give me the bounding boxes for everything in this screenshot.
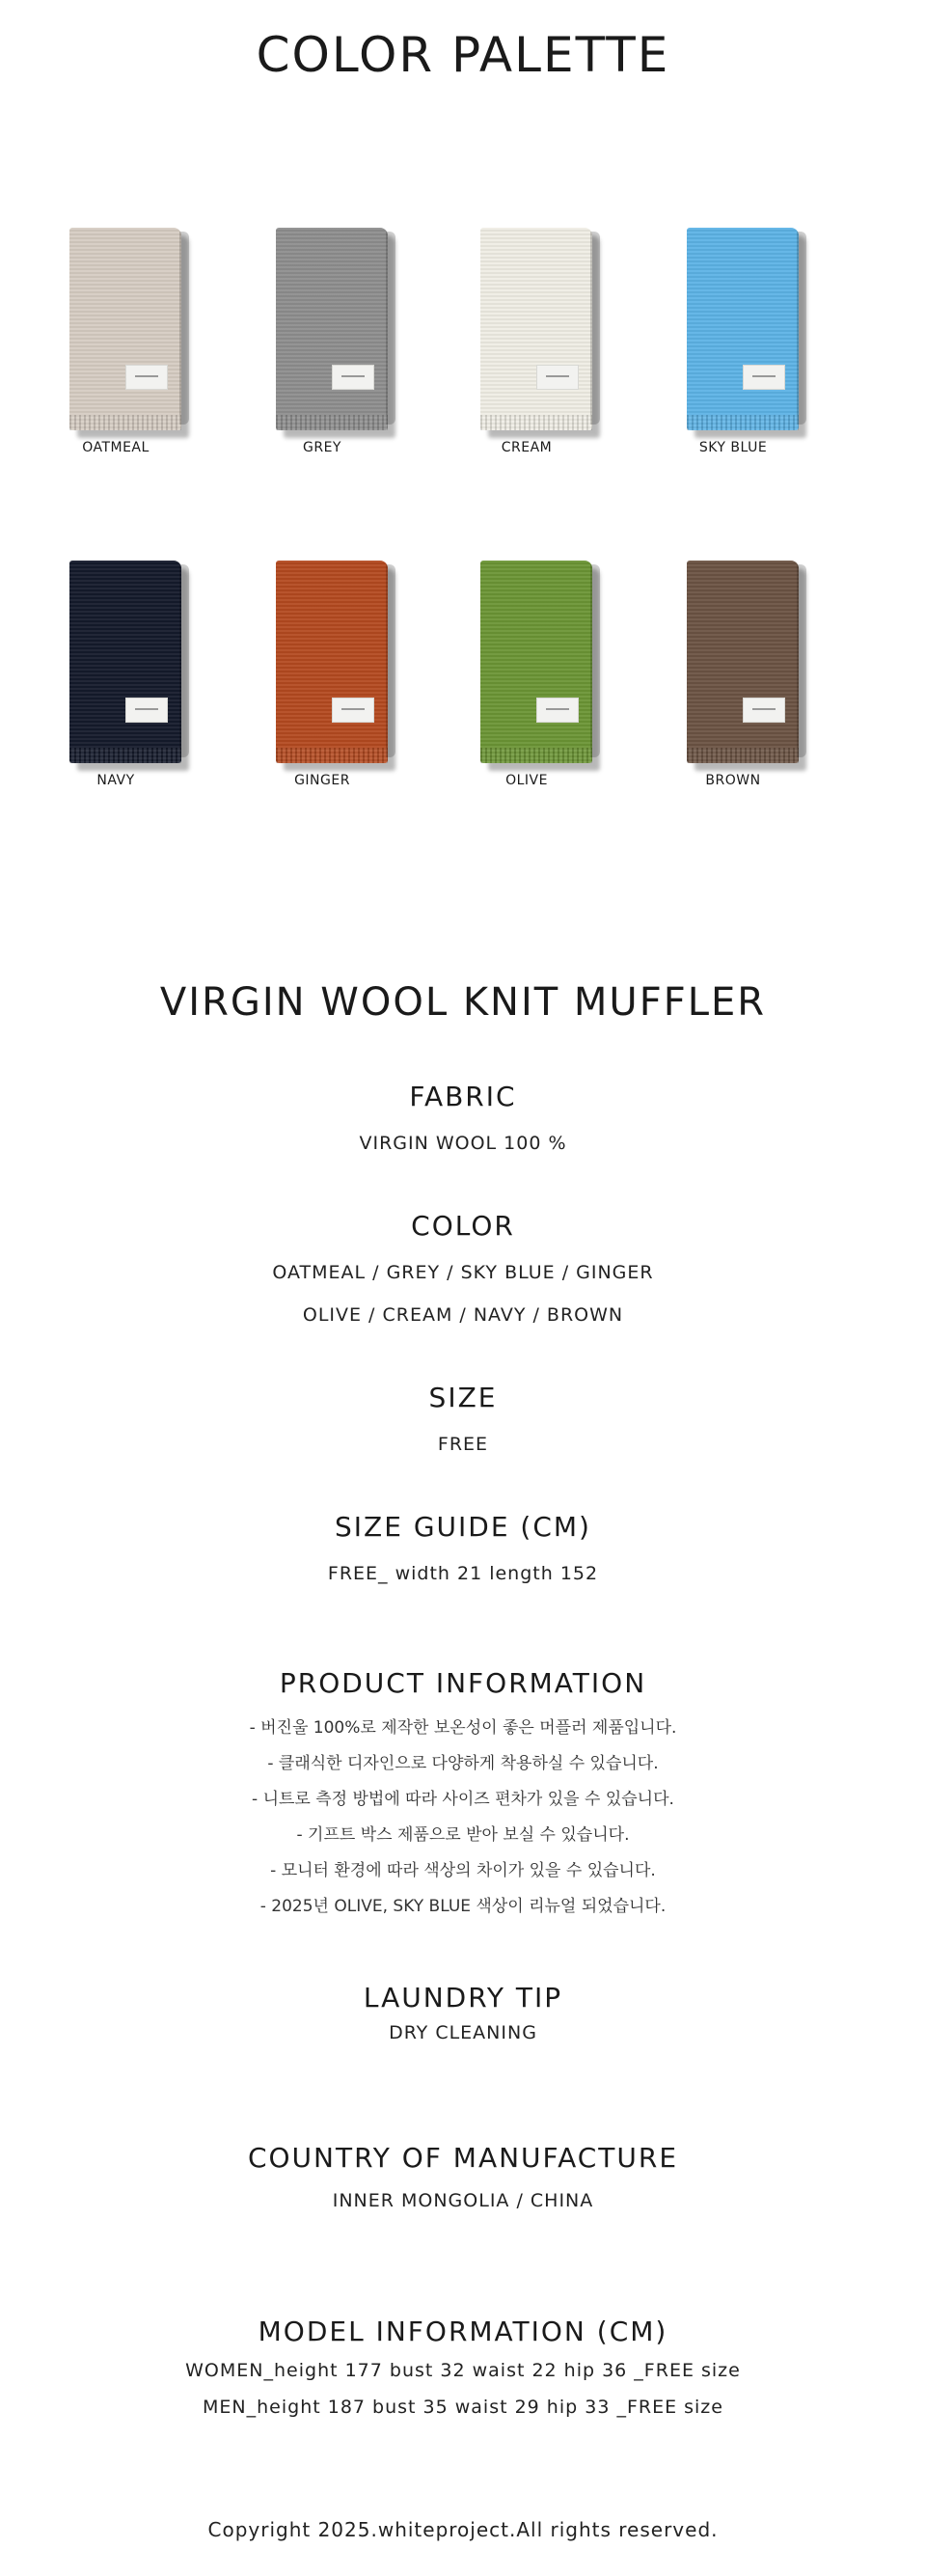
laundry-heading: LAUNDRY TIP	[363, 1982, 563, 2014]
scarf-image	[69, 561, 181, 763]
color-line-1: OATMEAL / GREY / SKY BLUE / GINGER	[272, 1262, 654, 1283]
product-info-line: - 기프트 박스 제품으로 받아 보실 수 있습니다.	[296, 1825, 630, 1845]
brand-tag	[125, 698, 168, 723]
swatch-grey	[235, 222, 409, 492]
swatch-ginger	[235, 555, 409, 825]
product-information-heading: PRODUCT INFORMATION	[279, 1667, 647, 1699]
scarf-image	[276, 228, 388, 430]
laundry-value: DRY CLEANING	[389, 2022, 537, 2043]
swatch-label: GREY	[303, 440, 341, 455]
scarf-image	[687, 228, 799, 430]
size-value: FREE	[437, 1434, 489, 1455]
model-men: MEN_height 187 bust 35 waist 29 hip 33 _FREE size	[203, 2397, 723, 2418]
manufacture-value: INNER MONGOLIA / CHINA	[332, 2190, 594, 2211]
swatch-label: CREAM	[501, 440, 553, 455]
swatch-label: GINGER	[294, 773, 350, 788]
scarf-image	[276, 561, 388, 763]
product-info-line: - 2025년 OLIVE, SKY BLUE 색상이 리뉴얼 되었습니다.	[259, 1897, 667, 1916]
brand-tag	[536, 698, 579, 723]
swatch-label: OLIVE	[505, 773, 548, 788]
product-info-line: - 니트로 측정 방법에 따라 사이즈 편차가 있을 수 있습니다.	[252, 1790, 674, 1809]
scarf-image	[69, 228, 181, 430]
brand-tag	[743, 365, 785, 390]
fabric-value: VIRGIN WOOL 100 %	[359, 1133, 567, 1154]
model-women: WOMEN_height 177 bust 32 waist 22 hip 36 _FREE size	[185, 2360, 741, 2381]
copyright: Copyright 2025.whiteproject.All rights reserved.	[207, 2518, 719, 2541]
scarf-image	[480, 228, 592, 430]
swatch-sky-blue	[646, 222, 820, 492]
scarf-image	[687, 561, 799, 763]
fabric-heading: FABRIC	[409, 1081, 517, 1112]
product-title: VIRGIN WOOL KNIT MUFFLER	[159, 980, 767, 1025]
swatch-brown	[646, 555, 820, 825]
color-heading: COLOR	[411, 1210, 515, 1242]
product-info-line: - 모니터 환경에 따라 색상의 차이가 있을 수 있습니다.	[270, 1861, 656, 1880]
brand-tag	[536, 365, 579, 390]
color-palette	[0, 0, 926, 868]
product-info-line: - 버진울 100%로 제작한 보온성이 좋은 머플러 제품입니다.	[249, 1718, 677, 1738]
manufacture-heading: COUNTRY OF MANUFACTURE	[247, 2142, 679, 2174]
scarf-image	[480, 561, 592, 763]
swatch-label: BROWN	[705, 773, 761, 788]
page-title: COLOR PALETTE	[256, 27, 670, 83]
size-heading: SIZE	[428, 1382, 498, 1413]
swatch-olive	[440, 555, 613, 825]
swatch-label: NAVY	[96, 773, 135, 788]
brand-tag	[125, 365, 168, 390]
swatch-cream	[440, 222, 613, 492]
swatch-label: SKY BLUE	[698, 440, 768, 455]
swatch-navy	[29, 555, 203, 825]
model-heading: MODEL INFORMATION (CM)	[258, 2316, 668, 2347]
brand-tag	[743, 698, 785, 723]
brand-tag	[332, 365, 374, 390]
swatch-oatmeal	[29, 222, 203, 492]
brand-tag	[332, 698, 374, 723]
product-info-line: - 클래식한 디자인으로 다양하게 착용하실 수 있습니다.	[267, 1754, 659, 1773]
size-guide-value: FREE_ width 21 length 152	[327, 1563, 599, 1584]
size-guide-heading: SIZE GUIDE (CM)	[335, 1511, 591, 1543]
swatch-label: OATMEAL	[82, 440, 150, 455]
color-line-2: OLIVE / CREAM / NAVY / BROWN	[302, 1304, 624, 1326]
